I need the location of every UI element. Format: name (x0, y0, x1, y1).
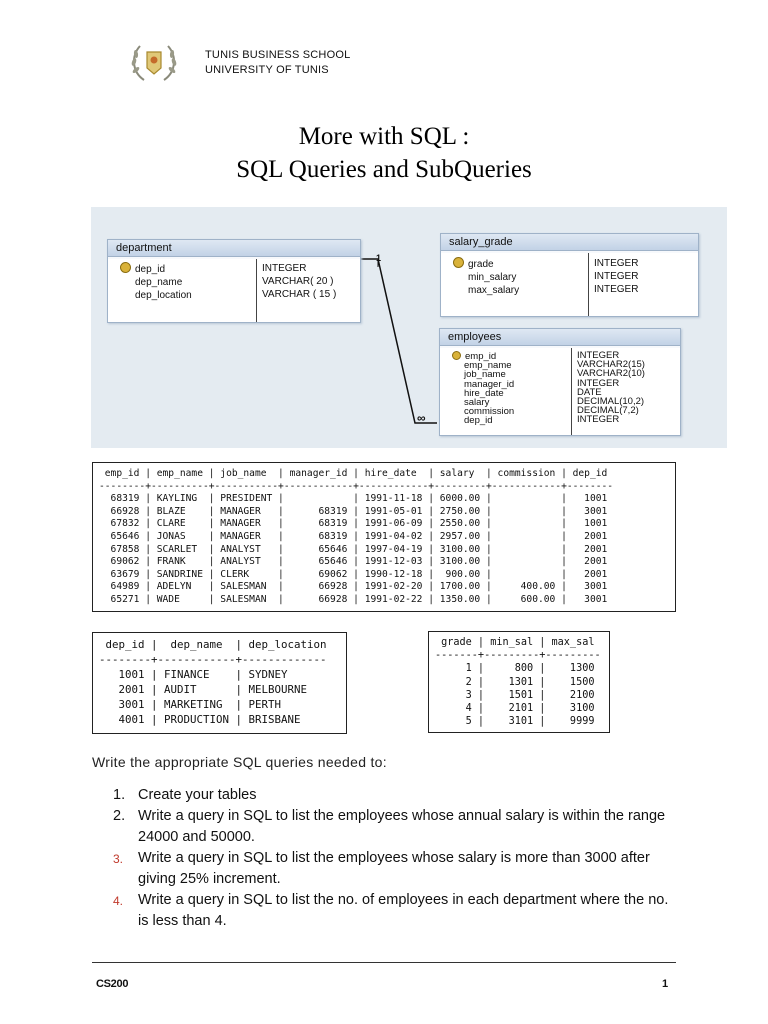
employees-type: VARCHAR2(15) (577, 359, 645, 371)
employees-col: commission (464, 406, 515, 418)
salary-grade-entity (440, 233, 699, 317)
department-type: VARCHAR( 20 ) (262, 276, 334, 287)
department-columns (120, 262, 192, 302)
salary-grade-data-table (428, 631, 610, 733)
employees-table-text: emp_id | emp_name | job_name | manager_id | hire_date | salary | commission | dep_id --------+----------+-----------+------------+------------+---------+------------+-------- 68319 | KAYLING | PRESIDENT | | 1991-11-18 | 6000.00 | | 1001 66928 | BLAZE | MANAGER | 68319 | 1991-05-01 | 2750.00 | | 3001 67832 | CLARE | MANAGER | 68319 | 1991-06-09 | 2550.00 | | 1001 65646 | JONAS | MANAGER | 68319 | 1991-04-02 | 2957.00 | | 2001 67858 | SCARLET | ANALYST | 65646 | 1997-04-19 | 3100.00 | | 2001 69062 | FRANK | ANALYST | 65646 | 1991-12-03 | 3100.00 | | 2001 63679 | SANDRINE | CLERK | 69062 | 1990-12-18 | 900.00 | | 2001 64989 | ADELYN | SALESMAN | 66928 | 1991-02-20 | 1700.00 | 400.00 | 3001 65271 | WADE | SALESMAN | 66928 | 1991-02-22 | 1350.00 | 600.00 | 3001 (99, 468, 614, 605)
title-line-1: More with SQL : (298, 123, 470, 150)
footer-course-code: CS200 (96, 978, 129, 990)
primary-key-icon (452, 351, 461, 360)
department-col: dep_location (135, 290, 192, 301)
school-name (205, 48, 350, 78)
question-item (113, 806, 673, 848)
question-number: 4. (113, 894, 124, 908)
footer-divider (92, 962, 676, 963)
title-line-2: SQL Queries and SubQueries (236, 156, 532, 183)
employees-entity (439, 328, 681, 436)
salary-grade-type: INTEGER (594, 284, 639, 295)
employees-col: emp_id (465, 351, 497, 362)
question-text: Write a query in SQL to list the employees whose salary is more than 3000 after giving 25% increment. (138, 850, 650, 887)
department-entity (107, 239, 361, 323)
employees-col: dep_id (464, 415, 493, 427)
department-type: INTEGER (262, 263, 307, 274)
employees-col: manager_id (464, 378, 515, 390)
salary-grade-col: grade (468, 259, 494, 270)
employees-type: INTEGER (577, 377, 620, 389)
question-text: Write a query in SQL to list the no. of employees in each department where the no. is less than 4. (138, 892, 669, 929)
primary-key-icon (453, 257, 464, 268)
instructions-text: Write the appropriate SQL queries needed to: (92, 754, 387, 770)
department-col: dep_name (135, 277, 183, 288)
department-data-table (92, 632, 347, 734)
question-text: Write a query in SQL to list the employees whose annual salary is within the range 24000 and 50000. (138, 808, 666, 845)
question-text: Create your tables (138, 787, 257, 803)
employees-type: DECIMAL(10,2) (577, 396, 645, 408)
employees-type: DECIMAL(7,2) (577, 405, 639, 417)
department-types (262, 262, 336, 301)
question-item (113, 890, 673, 932)
employees-type: DATE (577, 386, 602, 398)
question-list (113, 785, 673, 932)
question-item (113, 848, 673, 890)
employees-type: VARCHAR2(10) (577, 368, 645, 380)
employees-col: job_name (464, 369, 506, 381)
department-table-text: dep_id | dep_name | dep_location --------+------------+------------- 1001 | FINANCE | SYDNEY 2001 | AUDIT | MELBOURNE 3001 | MARKETING | PERTH 4001 | PRODUCTION | BRISBANE (99, 638, 327, 726)
school-line-2: UNIVERSITY OF TUNIS (205, 64, 329, 76)
department-type: VARCHAR ( 15 ) (262, 289, 337, 300)
salary-grade-col: min_salary (468, 272, 517, 283)
employees-col: salary (464, 397, 490, 409)
question-number: 1. (113, 787, 126, 803)
department-entity-title: department (108, 240, 360, 257)
employees-columns (452, 351, 514, 426)
employees-entity-title: employees (440, 329, 680, 346)
er-diagram (91, 207, 727, 448)
school-line-1: TUNIS BUSINESS SCHOOL (205, 49, 351, 61)
salary-grade-type: INTEGER (594, 271, 639, 282)
question-number: 3. (113, 852, 124, 866)
employees-types (577, 351, 645, 425)
salary-grade-col: max_salary (468, 285, 520, 296)
relationship-one-label: 1 (376, 253, 382, 263)
salary-grade-table-text: grade | min_sal | max_sal -------+---------+--------- 1 | 800 | 1300 2 | 1301 | 1500 3 | 1501 | 2100 4 | 2101 | 3100 5 | 3101 | 9999 (435, 637, 601, 728)
document-title (0, 120, 768, 186)
employees-data-table (92, 462, 676, 612)
primary-key-icon (120, 262, 131, 273)
relationship-many-label: ∞ (417, 411, 426, 425)
question-item (113, 785, 673, 806)
salary-grade-entity-title: salary_grade (441, 234, 698, 251)
footer-page-number: 1 (662, 978, 669, 990)
employees-type: INTEGER (577, 350, 620, 361)
employees-col: hire_date (464, 387, 504, 399)
question-number: 2. (113, 808, 126, 824)
department-col: dep_id (135, 264, 166, 275)
employees-type: INTEGER (577, 414, 620, 426)
employees-col: emp_name (464, 360, 512, 372)
salary-grade-types (594, 257, 638, 296)
salary-grade-type: INTEGER (594, 258, 639, 269)
salary-grade-columns (453, 257, 519, 297)
university-laurel-logo (128, 40, 180, 84)
